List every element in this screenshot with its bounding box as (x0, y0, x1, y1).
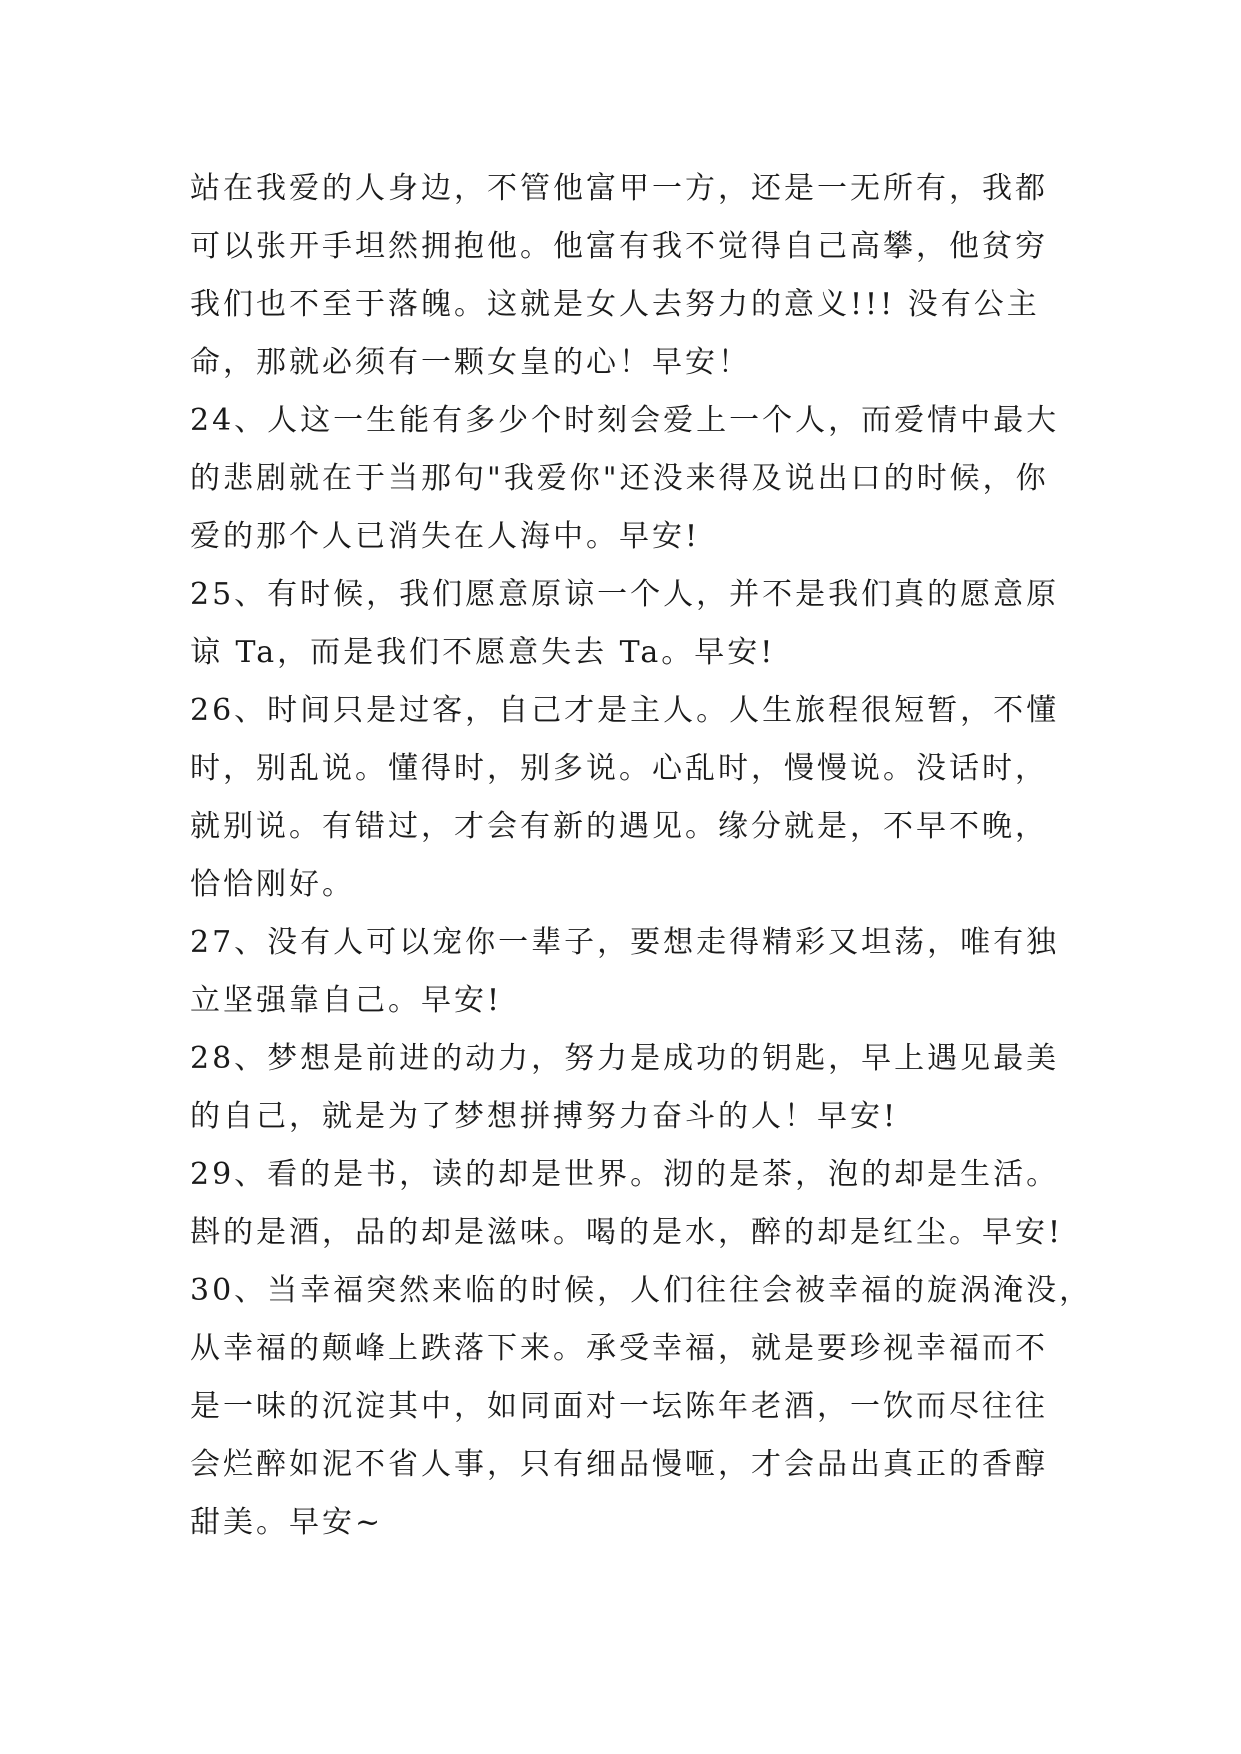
text-line: 的自己，就是为了梦想拼搏努力奋斗的人！早安! (190, 1099, 899, 1134)
text-line: 的悲剧就在于当那句"我爱你"还没来得及说出口的时候，你 (190, 461, 1049, 496)
text-line: 24、人这一生能有多少个时刻会爱上一个人，而爱情中最大 (190, 403, 1060, 438)
text-line: 恰恰刚好。 (190, 867, 355, 902)
text-line: 甜美。早安~ (190, 1505, 384, 1540)
text-line: 谅 Ta，而是我们不愿意失去 Ta。早安! (190, 635, 776, 670)
text-line: 时，别乱说。懂得时，别多说。心乱时，慢慢说。没话时， (190, 751, 1048, 786)
text-line: 我们也不至于落魄。这就是女人去努力的意义!!! 没有公主 (190, 287, 1040, 322)
text-line: 28、梦想是前进的动力，努力是成功的钥匙，早上遇见最美 (190, 1041, 1060, 1076)
text-line: 25、有时候，我们愿意原谅一个人，并不是我们真的愿意原 (190, 577, 1060, 612)
text-line: 就别说。有错过，才会有新的遇见。缘分就是，不早不晚， (190, 809, 1048, 844)
text-line: 斟的是酒，品的却是滋味。喝的是水，醉的却是红尘。早安! (190, 1215, 1064, 1250)
text-line: 29、看的是书，读的却是世界。沏的是茶，泡的却是生活。 (190, 1157, 1060, 1192)
text-line: 命，那就必须有一颗女皇的心！早安！ (190, 345, 751, 380)
text-line: 站在我爱的人身边，不管他富甲一方，还是一无所有，我都 (190, 171, 1048, 206)
text-line: 是一味的沉淀其中，如同面对一坛陈年老酒，一饮而尽往往 (190, 1389, 1048, 1424)
text-line: 30、当幸福突然来临的时候，人们往往会被幸福的旋涡淹没， (190, 1273, 1093, 1308)
text-line: 可以张开手坦然拥抱他。他富有我不觉得自己高攀，他贫穷 (190, 229, 1048, 264)
text-line: 爱的那个人已消失在人海中。早安! (190, 519, 701, 554)
document-body (190, 160, 1093, 1552)
text-line: 27、没有人可以宠你一辈子，要想走得精彩又坦荡，唯有独 (190, 925, 1060, 960)
text-line: 会烂醉如泥不省人事，只有细品慢咂，才会品出真正的香醇 (190, 1447, 1048, 1482)
text-line: 立坚强靠自己。早安! (190, 983, 503, 1018)
text-line: 从幸福的颠峰上跌落下来。承受幸福，就是要珍视幸福而不 (190, 1331, 1048, 1366)
text-line: 26、时间只是过客，自己才是主人。人生旅程很短暂，不懂 (190, 693, 1060, 728)
